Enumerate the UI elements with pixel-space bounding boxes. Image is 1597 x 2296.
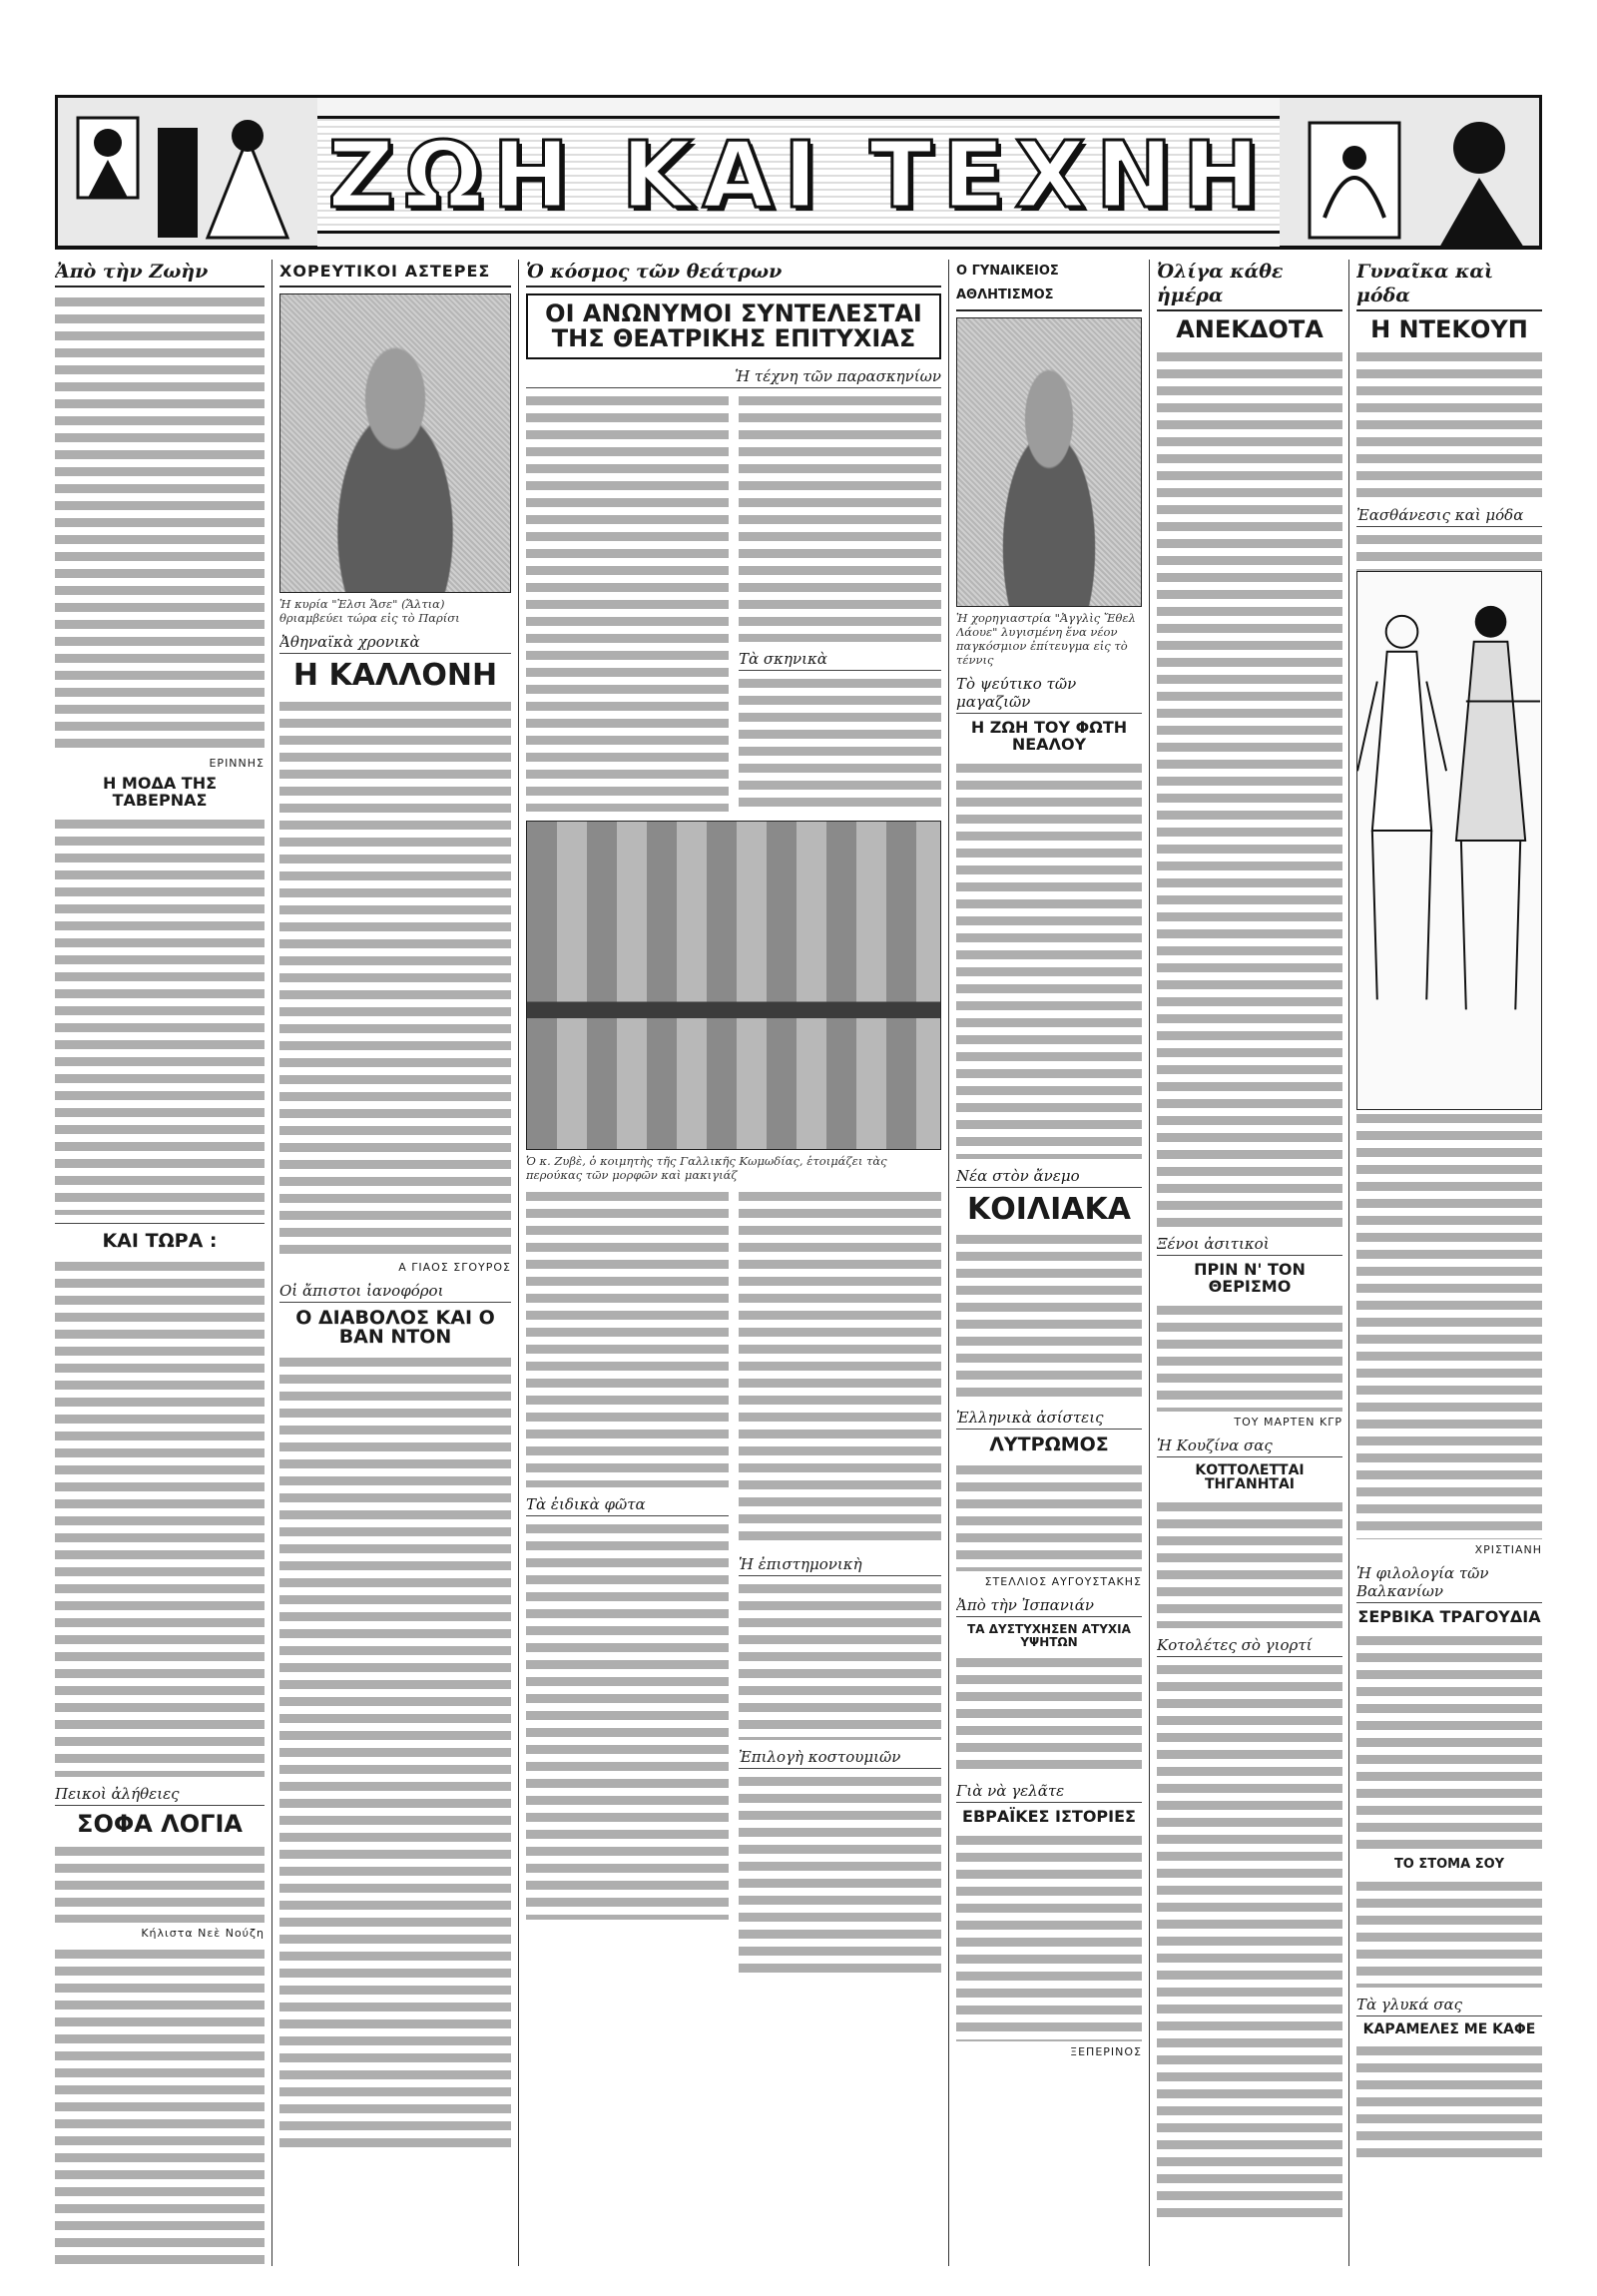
- article-text: [526, 392, 729, 812]
- article-text: [1356, 2042, 1542, 2162]
- article-author: Κήλιστα Νεὲ Νούζη: [141, 1926, 265, 1940]
- article-kicker: Τὰ σκηνικὰ: [739, 650, 941, 671]
- article-kicker: Ἀθηναϊκὰ χρονικὰ: [279, 633, 511, 654]
- column-rule: [271, 260, 272, 2266]
- article-kicker: Νέα στὸν ἄνεμο: [956, 1167, 1142, 1188]
- section-label: Ὀλίγα κάθε ἡμέρα: [1157, 260, 1342, 311]
- article-text: [1356, 1110, 1542, 1539]
- article-headline: Η ΖΩΗ ΤΟΥ ΦΩΤΗ ΝΕΑΛΟΥ: [970, 718, 1128, 754]
- article-kicker: Ἡ φιλολογία τῶν Βαλκανίων: [1356, 1564, 1542, 1603]
- article-headline: ΟΙ ΑΝΩΝΥΜΟΙ ΣΥΝΤΕΛΕΣΤΑΙ ΤΗΣ ΘΕΑΤΡΙΚΗΣ ΕΠΙΤΥΧΙΑΣ: [526, 293, 941, 359]
- article-kicker: Ἐασθάνεσις καὶ μόδα: [1356, 506, 1542, 527]
- masthead-title: ΖΩΗ ΚΑΙ ΤΕΧΝΗ: [317, 116, 1280, 234]
- article-kicker: Κοτολέτες σὸ γιορτί: [1157, 1636, 1342, 1657]
- article-kicker: Ἑλληνικὰ ἀσίστεις: [956, 1409, 1142, 1430]
- section-label: Ὁ κόσμος τῶν θεάτρων: [526, 260, 941, 287]
- column-rule: [1149, 260, 1150, 2266]
- article-headline: ΣΕΡΒΙΚΑ ΤΡΑΓΟΥΔΙΑ: [1357, 1607, 1541, 1627]
- fashion-illustration: [1356, 571, 1542, 1110]
- article-headline: ΣΟΦΑ ΛΟΓΙΑ: [77, 1809, 243, 1838]
- photo-caption: Ἡ κυρία "Ἐλσι Ἄσε" (Ἄλτια) θριαμβεύει τώρα εἰς τὸ Παρίσι: [279, 597, 460, 625]
- article-headline: ΚΟΙΛΙΑΚΑ: [967, 1191, 1131, 1227]
- article-kicker: Γιὰ νὰ γελᾶτε: [956, 1782, 1142, 1803]
- article-text: [739, 1773, 941, 1973]
- article-text: [1356, 1878, 1542, 1988]
- column-womens-sport: [956, 260, 1142, 2266]
- dancer-photo: [279, 293, 511, 593]
- article-text: [1356, 531, 1542, 571]
- article-text: [1157, 1661, 1342, 2220]
- article-kicker: Ἐπιλογὴ κοστουμιῶν: [739, 1748, 941, 1769]
- article-signature: ΣΤΕΛΛΙΟΣ ΑΥΓΟΥΣΤΑΚΗΣ: [984, 1575, 1142, 1589]
- wig-workshop-photo: [526, 821, 941, 1150]
- athlete-photo: [956, 317, 1142, 607]
- section-label: Ο ΓΥΝΑΙΚΕΙΟΣ ΑΘΛΗΤΙΣΜΟΣ: [956, 260, 1142, 311]
- article-headline: Ο ΔΙΑΒΟΛΟΣ ΚΑΙ Ο ΒΑΝ ΝΤΟΝ: [295, 1306, 495, 1349]
- article-headline: ΠΡΙΝ Ν' ΤΟΝ ΘΕΡΙΣΜΟ: [1194, 1260, 1306, 1296]
- photo-caption: Ἡ χορηγιαστρία "Ἀγγλὶς Ἔθελ Λάουε" λυγισμένη ἕνα νέον παγκόσμιον ἐπίτευγμα εἰς τὸ τέννις: [956, 611, 1136, 667]
- section-label: ΧΟΡΕΥΤΙΚΟΙ ΑΣΤΕΡΕΣ: [279, 260, 511, 287]
- article-headline: ΑΝΕΚΔΟΤΑ: [1176, 315, 1324, 343]
- article-text: [956, 1461, 1142, 1571]
- section-label: Ἀπὸ τὴν Ζωὴν: [55, 260, 265, 287]
- article-text: [956, 760, 1142, 1159]
- article-text: [55, 293, 265, 753]
- fashion-figures-drawing: [1357, 572, 1541, 1109]
- article-kicker: Τὰ γλυκά σας: [1356, 1996, 1542, 2016]
- section-label: Γυναῖκα καὶ μόδα: [1356, 260, 1542, 311]
- article-signature: ΧΡΙΣΤΙΑΝΗ: [1474, 1543, 1542, 1557]
- article-kicker: Τὰ ἐιδικὰ φῶτα: [526, 1495, 729, 1516]
- divider: [55, 1223, 265, 1224]
- article-text: [739, 1580, 941, 1740]
- article-headline: ΤΟ ΣΤΟΜΑ ΣΟΥ: [1393, 1856, 1505, 1872]
- photo-caption: Ὁ κ. Ζυβὲ, ὁ κοιμητὴς τῆς Γαλλικῆς Κωμωδίας, ἑτοιμάζει τὰς περούκας τῶν μορφῶν καὶ μακιγιάζ: [526, 1154, 887, 1183]
- article-subhead: Ἡ τέχνη τῶν παρασκηνίων: [526, 367, 941, 388]
- column-rule: [518, 260, 519, 2266]
- column-theatre: [526, 260, 941, 2266]
- article-kicker: Οἱ ἄπιστοι ἰανοφόροι: [279, 1282, 511, 1303]
- article-kicker: Ἡ ἐπιστημονικὴ: [739, 1555, 941, 1576]
- masthead-right-illustration: [1280, 98, 1539, 250]
- article-kicker: Τὸ ψεύτικο τῶν μαγαζιῶν: [956, 675, 1142, 714]
- article-headline: ΤΑ ΔΥΣΤΥΧΗΣΕΝ ΑΤΥΧΙΑ ΥΨΗΤΩΝ: [967, 1622, 1131, 1649]
- column-anecdotes: [1157, 260, 1342, 2266]
- article-text: [526, 1188, 729, 1487]
- article-text: [55, 816, 265, 1215]
- article-text: [956, 1654, 1142, 1774]
- article-text: [739, 1188, 941, 1547]
- column-women-fashion: [1356, 260, 1542, 2266]
- article-headline: ΚΑΙ ΤΩΡΑ :: [102, 1229, 218, 1252]
- column-rule: [948, 260, 949, 2266]
- article-kicker: Πεικοὶ ἀλήθειες: [55, 1785, 265, 1806]
- article-text: [55, 1258, 265, 1777]
- article-text: [1157, 348, 1342, 1227]
- article-kicker: Ἡ Κουζίνα σας: [1157, 1436, 1342, 1457]
- masthead-left-illustration: [58, 98, 317, 250]
- column-dance-stars: [279, 260, 511, 2266]
- article-text: [1356, 1632, 1542, 1852]
- article-text: [956, 1832, 1142, 2041]
- newspaper-page: [55, 95, 1542, 2271]
- article-text: [739, 392, 941, 642]
- article-headline: ΛΥΤΡΩΜΟΣ: [989, 1434, 1109, 1456]
- article-signature: ΕΡΙΝΝΗΣ: [209, 757, 265, 770]
- article-text: [739, 675, 941, 815]
- article-text: [956, 1231, 1142, 1401]
- article-headline: Η ΝΤΕΚΟΥΠ: [1370, 315, 1528, 343]
- article-text: [1157, 1302, 1342, 1412]
- column-from-life: [55, 260, 265, 2266]
- article-text: [1356, 348, 1542, 498]
- article-headline: ΕΒΡΑΪΚΕΣ ΙΣΤΟΡΙΕΣ: [962, 1807, 1136, 1827]
- article-signature: ΤΟΥ ΜΑΡΤΕΝ ΚΓΡ: [1234, 1415, 1342, 1429]
- article-text: [55, 1946, 265, 2266]
- article-text: [55, 1843, 265, 1923]
- article-text: [279, 1354, 511, 2152]
- article-text: [526, 1520, 729, 1920]
- article-headline: Η ΚΑΛΛΟΝΗ: [292, 658, 498, 693]
- masthead: [55, 95, 1542, 250]
- article-text: [279, 698, 511, 1257]
- article-kicker: Ἀπὸ τὴν Ἰσπανιάν: [956, 1596, 1142, 1617]
- article-text: [1157, 1498, 1342, 1628]
- article-headline: ΚΑΡΑΜΕΛΕΣ ΜΕ ΚΑΦΕ: [1362, 2020, 1536, 2037]
- column-rule: [1348, 260, 1349, 2266]
- article-signature: ΞΕΠΕΡΙΝΟΣ: [1070, 2045, 1142, 2059]
- article-kicker: Ξένοι ἀσιτικοὶ: [1157, 1235, 1342, 1256]
- article-headline: Η ΜΟΔΑ ΤΗΣ ΤΑΒΕΡΝΑΣ: [102, 774, 218, 810]
- article-signature: Α ΓΙΑΟΣ ΣΓΟΥΡΟΣ: [398, 1260, 511, 1274]
- article-headline: ΚΟΤΤΟΛΕΤΤΑΙ ΤΗΓΑΝΗΤΑΙ: [1195, 1461, 1305, 1493]
